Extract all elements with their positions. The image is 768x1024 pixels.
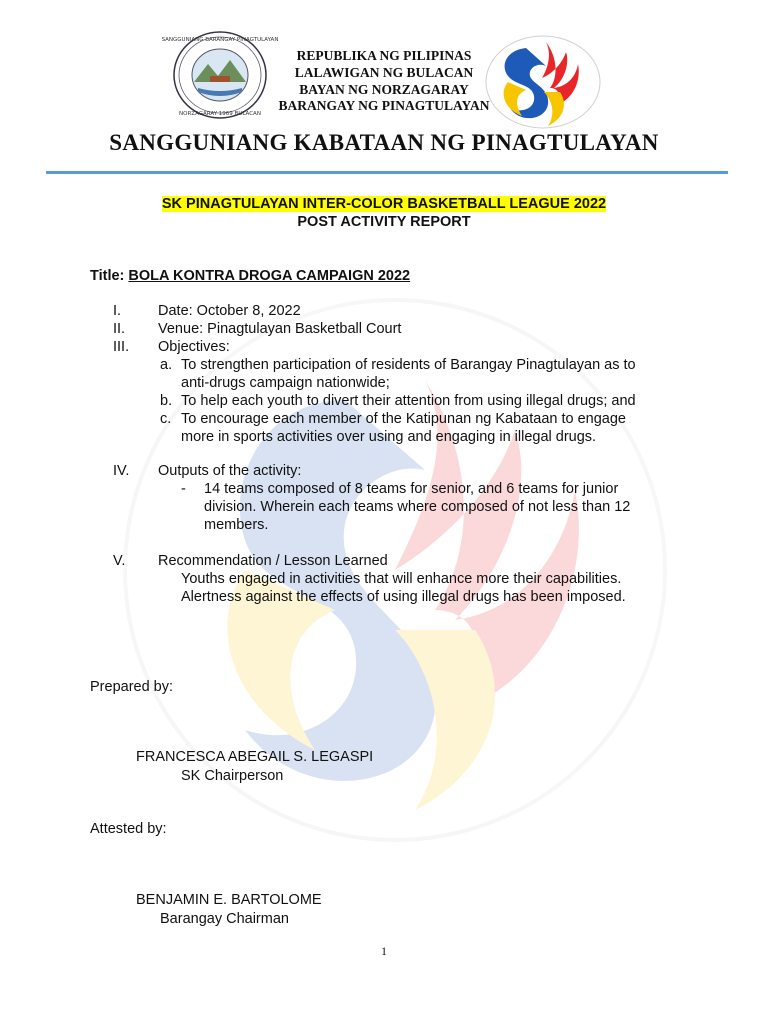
address-line-4: BARANGAY NG PINAGTULAYAN (278, 98, 490, 113)
objective-letter: b. (160, 393, 173, 409)
barangay-seal-icon (161, 30, 279, 120)
section-number: V. (113, 553, 126, 569)
output-line-2: division. Wherein each teams where composed of not less than 12 (204, 499, 631, 515)
section-objectives: Objectives: (158, 339, 230, 355)
seal-bottom-text: NORZAGARAY 1969 BULACAN (179, 111, 261, 117)
address-line-3: BAYAN NG NORZAGARAY (299, 82, 469, 97)
prepared-by-name: FRANCESCA ABEGAIL S. LEGASPI (136, 749, 374, 765)
attested-by-position: Barangay Chairman (160, 911, 289, 927)
address-line-2: LALAWIGAN NG BULACAN (294, 65, 474, 80)
title-label: Title: (90, 268, 125, 284)
section-venue: Venue: Pinagtulayan Basketball Court (158, 321, 402, 337)
recommendation-line-2: Alertness against the effects of using illegal drugs has been imposed. (181, 589, 626, 605)
address-line-1: REPUBLIKA NG PILIPINAS (296, 48, 472, 63)
prepared-by-position: SK Chairperson (181, 768, 284, 784)
prepared-by-label: Prepared by: (90, 679, 174, 695)
output-line-1: 14 teams composed of 8 teams for senior, and 6 teams for junior (204, 481, 619, 497)
report-heading: POST ACTIVITY REPORT (297, 214, 471, 230)
report-title-line (90, 268, 410, 284)
objective-letter: c. (160, 411, 172, 427)
objective-letter: a. (160, 357, 173, 373)
objective-a-line-1: To strengthen participation of residents of Barangay Pinagtulayan as to (181, 357, 636, 373)
attested-by-label: Attested by: (90, 821, 167, 837)
league-title-text: SK PINAGTULAYAN INTER-COLOR BASKETBALL LEAGUE 2022 (161, 196, 607, 212)
attested-by-name: BENJAMIN E. BARTOLOME (136, 892, 322, 908)
page-number: 1 (381, 944, 387, 958)
objective-c-line-2: more in sports activities over using and engaging in illegal drugs. (181, 429, 597, 445)
objective-a-line-2: anti-drugs campaign nationwide; (181, 375, 390, 391)
recommendation-line-1: Youths engaged in activities that will enhance more their capabilities. (181, 571, 622, 587)
objective-c-line-1: To encourage each member of the Katipunan ng Kabataan to engage (181, 411, 626, 427)
organization-title: SANGGUNIANG KABATAAN NG PINAGTULAYAN (109, 130, 659, 155)
league-title (0, 196, 768, 212)
section-number: I. (113, 303, 122, 319)
section-number: IV. (113, 463, 130, 479)
output-bullet: - (181, 481, 186, 497)
sk-logo-icon (484, 34, 602, 130)
header-divider (46, 171, 728, 174)
seal-top-text: SANGGUNIANG BARANGAY PINAGTULAYAN (161, 37, 279, 43)
section-number: III. (113, 339, 130, 355)
section-outputs: Outputs of the activity: (158, 463, 302, 479)
objective-b-line-1: To help each youth to divert their attention from using illegal drugs; and (181, 393, 636, 409)
output-line-3: members. (204, 517, 269, 533)
section-date: Date: October 8, 2022 (158, 303, 301, 319)
section-number: II. (113, 321, 126, 337)
section-recommendation: Recommendation / Lesson Learned (158, 553, 388, 569)
report-title: BOLA KONTRA DROGA CAMPAIGN 2022 (128, 268, 411, 284)
